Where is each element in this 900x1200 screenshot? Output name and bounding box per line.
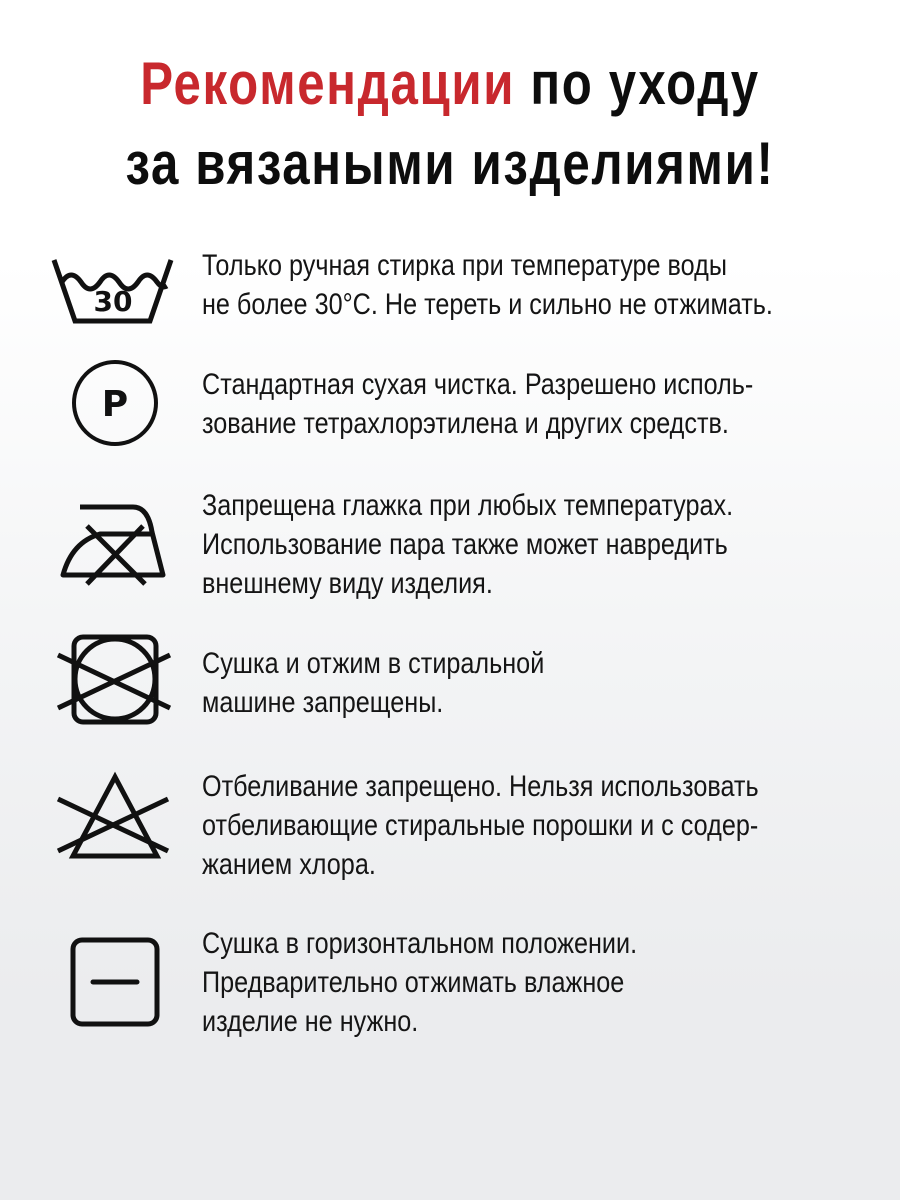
text-line: Сушка в горизонтальном положении. [202,927,638,960]
text-line: Отбеливание запрещено. Нельзя использовать [202,770,759,803]
text-line: Предварительно отжимать влажное [202,966,625,999]
dry-flat-icon [50,932,180,1032]
care-item-text [202,924,637,1041]
text-line: жанием хлора. [202,848,376,881]
text-line: зование тетрахлорэтилена и других средств. [202,407,729,440]
dry-clean-p-icon [50,355,180,455]
care-item-text [202,486,733,603]
text-line: Использование пара также может навредить [202,528,728,561]
do-not-iron-icon [50,492,180,592]
text-line: Сушка и отжим в стиральной [202,647,545,680]
page-title [81,44,819,204]
care-item-text [202,644,544,722]
svg-text:P: P [101,384,129,425]
title-accent: Рекомендации [140,50,516,117]
care-item-text [202,365,753,443]
care-item-text [202,246,773,324]
text-line: внешнему виду изделия. [202,567,493,600]
text-line: Только ручная стирка при температуре воды [202,249,727,282]
do-not-bleach-icon [50,769,180,869]
text-line: не более 30°С. Не тереть и сильно не отжимать. [202,288,773,321]
title-line-2: за вязаными изделиями! [125,130,775,197]
text-line: Запрещена глажка при любых температурах. [202,489,734,522]
text-line: отбеливающие стиральные порошки и с содер- [202,809,759,842]
text-line: изделие не нужно. [202,1005,419,1038]
text-line: машине запрещены. [202,686,444,719]
text-line: Стандартная сухая чистка. Разрешено исполь- [202,368,754,401]
hand-wash-30-icon [50,244,180,344]
care-item-text [202,767,759,884]
title-line-1 [81,44,819,124]
do-not-tumble-dry-icon [50,632,180,732]
svg-text:30: 30 [93,285,133,318]
title-line-1-rest: по уходу [515,50,760,117]
